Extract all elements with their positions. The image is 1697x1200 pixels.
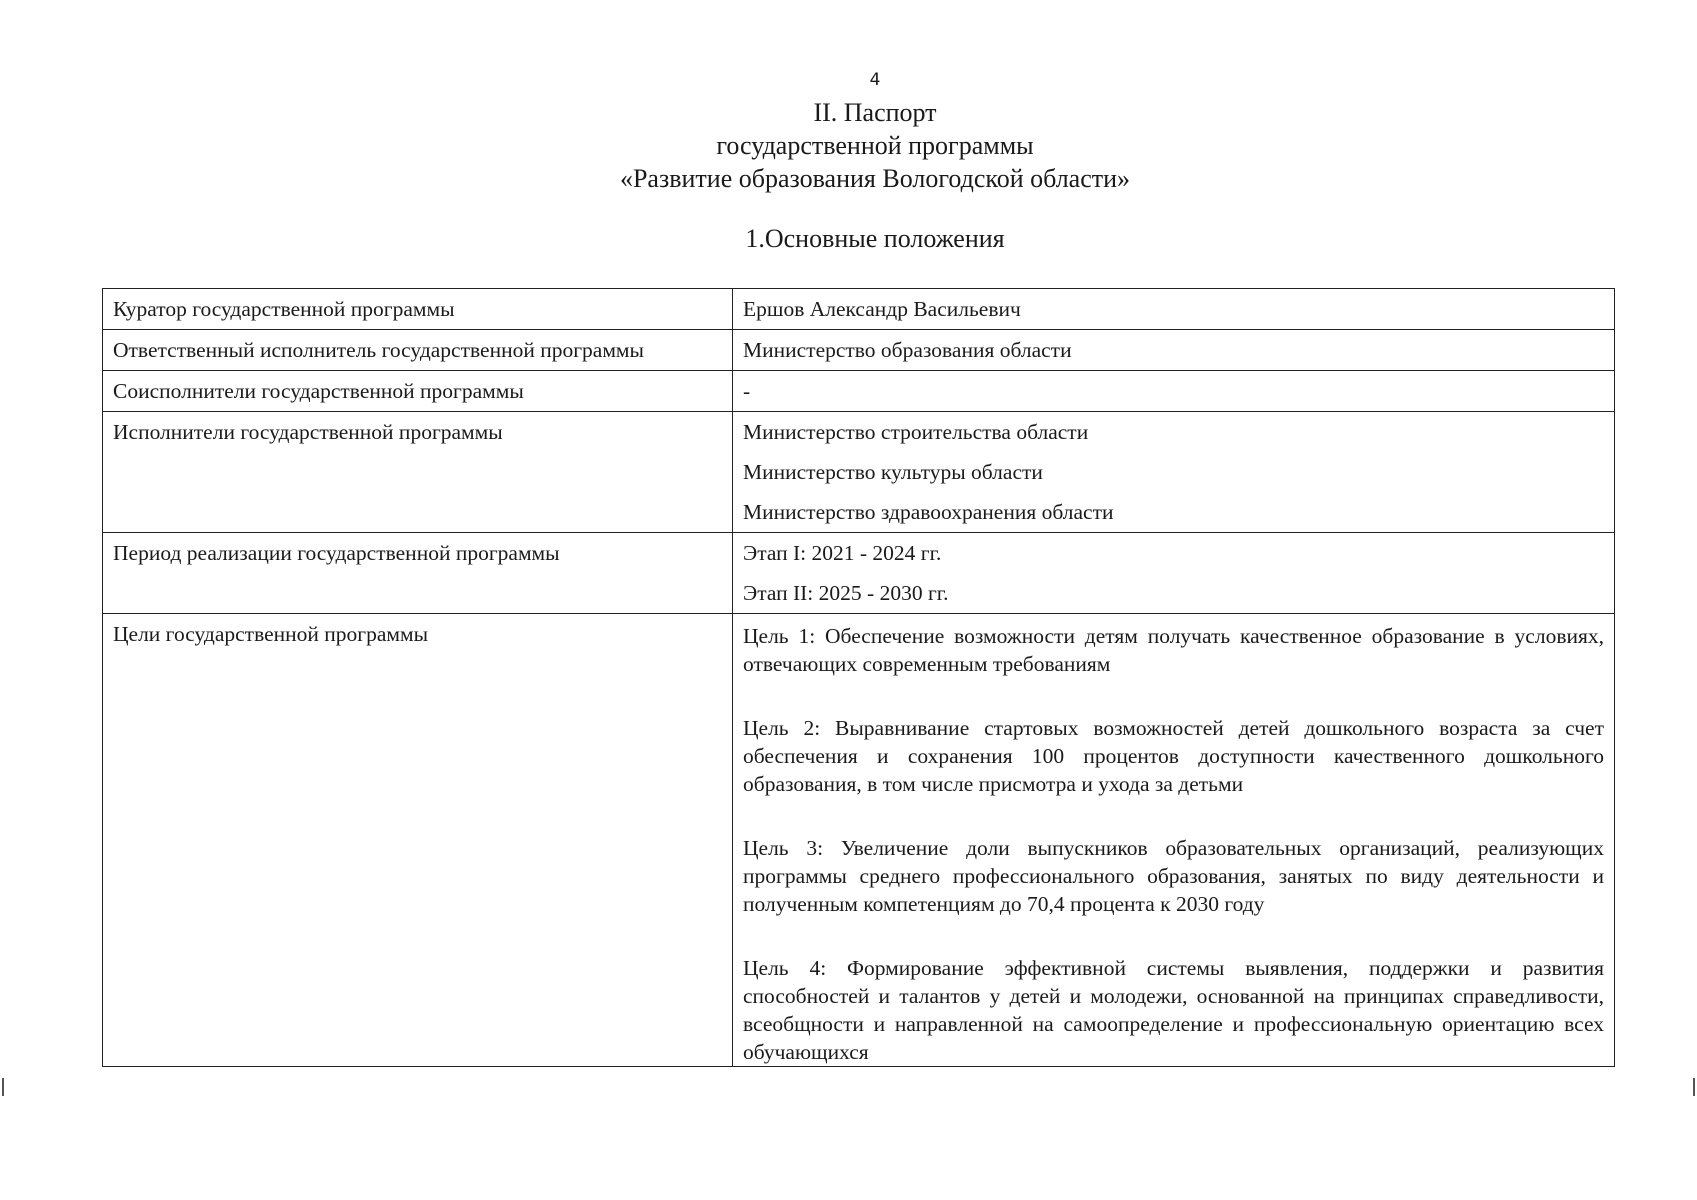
table-row-goals bbox=[103, 614, 1615, 1067]
value-line: Министерство здравоохранения области bbox=[743, 500, 1114, 524]
value-line: Министерство строительства области bbox=[743, 420, 1089, 444]
value-line: - bbox=[743, 379, 751, 403]
row-label: Соисполнители государственной программы bbox=[103, 371, 733, 412]
goal-item: Цель 3: Увеличение доли выпускников образовательных организаций, реализующих программы среднего профессионального образования, занятых по виду деятельности и полученным компетенциям до 70,4 процента к 2030 году bbox=[743, 836, 1604, 916]
row-value bbox=[733, 533, 1615, 614]
row-value bbox=[733, 330, 1615, 371]
goal-item: Цель 1: Обеспечение возможности детям получать качественное образование в условиях, отвечающих современным требованиям bbox=[743, 624, 1604, 676]
row-label: Цели государственной программы bbox=[103, 614, 733, 1067]
value-line: Ершов Александр Васильевич bbox=[743, 297, 1021, 321]
table-row-curator bbox=[103, 289, 1615, 330]
row-value bbox=[733, 412, 1615, 533]
value-line: Министерство культуры области bbox=[743, 460, 1043, 484]
row-label: Исполнители государственной программы bbox=[103, 412, 733, 533]
passport-table bbox=[102, 288, 1615, 1067]
value-line: Этап II: 2025 - 2030 гг. bbox=[743, 581, 949, 605]
heading-line-3: «Развитие образования Вологодской области» bbox=[619, 164, 1131, 193]
page-number: 4 bbox=[869, 70, 881, 90]
document-heading bbox=[0, 96, 1697, 195]
section-title: 1.Основные положения bbox=[745, 224, 1005, 253]
row-value bbox=[733, 289, 1615, 330]
value-line: Министерство образования области bbox=[743, 338, 1072, 362]
goal-item: Цель 4: Формирование эффективной системы выявления, поддержки и развития способностей и талантов у детей и молодежи, основанной на принципах справедливости, всеобщности и направленной на самоопределение и профессиональную ориентацию всех обучающихся bbox=[743, 956, 1604, 1064]
row-label: Ответственный исполнитель государственной программы bbox=[103, 330, 733, 371]
table-row-responsible-executor bbox=[103, 330, 1615, 371]
scan-edge-mark bbox=[2, 1078, 4, 1096]
row-value bbox=[733, 371, 1615, 412]
goal-item: Цель 2: Выравнивание стартовых возможностей детей дошкольного возраста за счет обеспечения и сохранения 100 процентов доступности качественного дошкольного образования, в том числе присмотра и ухода за детьми bbox=[743, 716, 1604, 796]
row-label: Куратор государственной программы bbox=[103, 289, 733, 330]
table-row-co-executors bbox=[103, 371, 1615, 412]
row-label: Период реализации государственной программы bbox=[103, 533, 733, 614]
scan-edge-mark bbox=[1693, 1078, 1695, 1096]
value-line: Этап I: 2021 - 2024 гг. bbox=[743, 541, 942, 565]
row-value bbox=[733, 614, 1615, 1067]
table-row-period bbox=[103, 533, 1615, 614]
heading-line-1: II. Паспорт bbox=[813, 98, 937, 127]
table-row-executors bbox=[103, 412, 1615, 533]
heading-line-2: государственной программы bbox=[716, 131, 1034, 160]
